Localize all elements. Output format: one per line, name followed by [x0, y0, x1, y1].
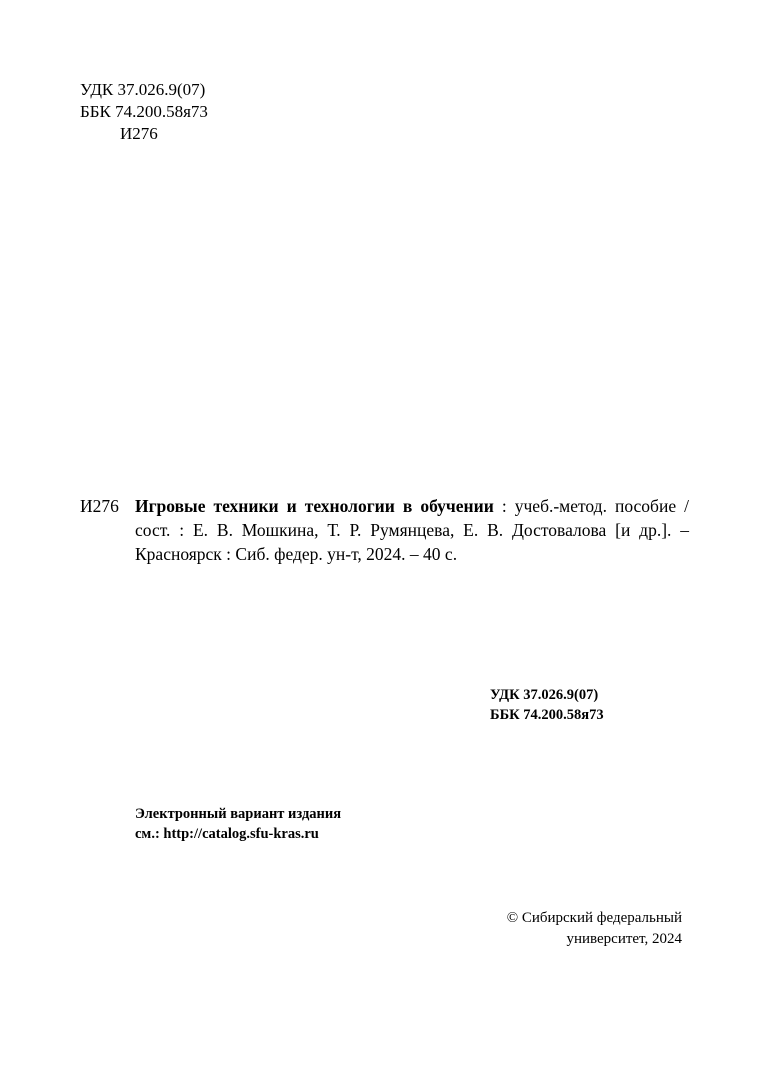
bibliographic-line-1 — [135, 494, 689, 518]
bbk-code: ББК 74.200.58я73 — [80, 102, 208, 121]
bibliographic-line-2: сост. : Е. В. Мошкина, Т. Р. Румянцева, Е. В. Достовалова [и др.]. – — [135, 520, 689, 540]
copyright-notice — [507, 908, 682, 950]
bibliographic-record — [135, 494, 689, 566]
top-classification-block — [80, 79, 208, 145]
electronic-version-label: Электронный вариант издания — [135, 806, 342, 822]
copyright-line-2: университет, 2024 — [566, 931, 682, 947]
udk-code-bold: УДК 37.026.9(07) — [490, 687, 599, 703]
bottom-classification-block — [490, 685, 604, 725]
bibliographic-author-mark: И276 — [80, 496, 119, 516]
author-mark: И276 — [120, 124, 158, 143]
udk-code: УДК 37.026.9(07) — [80, 80, 206, 99]
bibliographic-line-3: Красноярск : Сиб. федер. ун-т, 2024. – 40 с. — [135, 544, 458, 564]
book-title: Игровые техники и технологии в обучении — [135, 496, 494, 516]
catalog-link[interactable]: см.: http://catalog.sfu-kras.ru — [135, 826, 319, 842]
copyright-line-1: © Сибирский федеральный — [506, 910, 682, 926]
book-type: : учеб.-метод. пособие / — [493, 496, 689, 516]
electronic-version-note — [135, 804, 341, 844]
bbk-code-bold: ББК 74.200.58я73 — [490, 707, 604, 723]
